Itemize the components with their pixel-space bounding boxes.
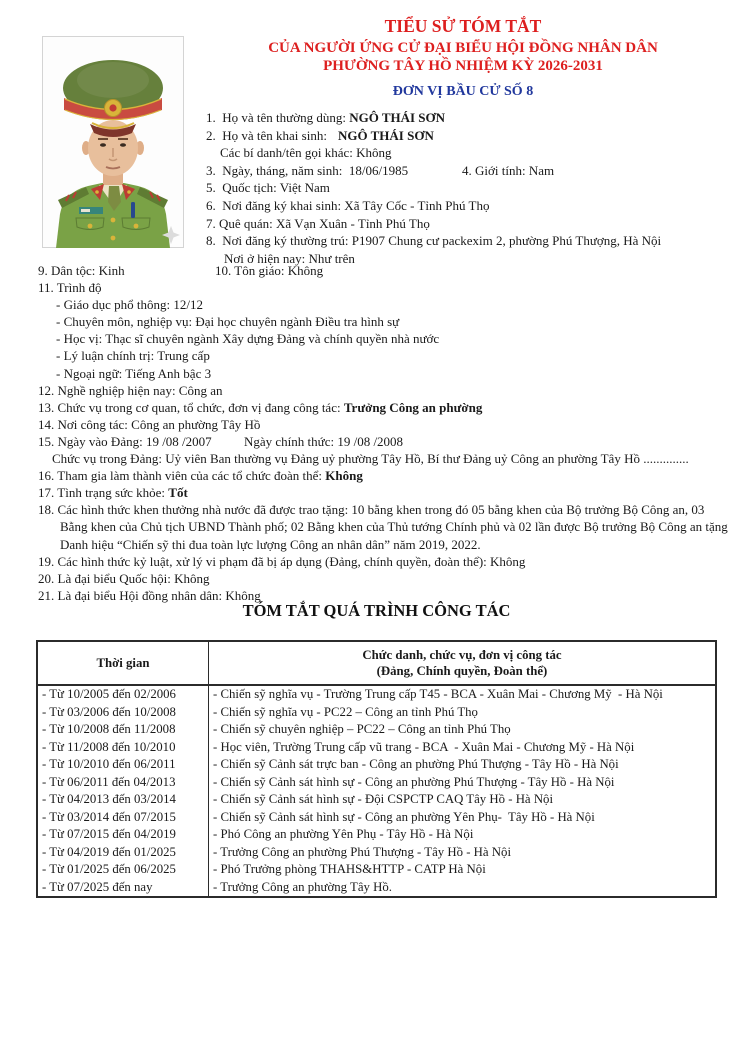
field-birth-name-value: NGÔ THÁI SƠN	[338, 127, 434, 143]
field-common-name-label: 1. Họ và tên thường dùng:	[206, 110, 350, 125]
field-party-official-date: Ngày chính thức: 19 /08 /2008	[244, 433, 404, 449]
field-birth-date: 3. Ngày, tháng, năm sinh: 18/06/1985	[206, 162, 409, 178]
field-gender: 4. Giới tính: Nam	[462, 162, 555, 178]
field-religion: 10. Tôn giáo: Không	[215, 263, 324, 278]
table-row	[37, 791, 716, 809]
field-birth-name-label: 2. Họ và tên khai sinh:	[206, 127, 327, 143]
field-union-membership-value: Không	[325, 468, 363, 484]
field-party-dates	[38, 433, 732, 450]
field-nationality: 5. Quốc tịch: Việt Nam	[206, 180, 330, 196]
field-union-membership	[38, 467, 732, 484]
cell-role: - Chiến sỹ Cảnh sát hình sự - Đội CSPCTP CAQ Tây Hồ - Hà Nội	[209, 791, 717, 809]
field-political-theory: - Lý luận chính trị: Trung cấp	[56, 348, 210, 364]
table-row	[37, 685, 716, 704]
field-people-council-member: 21. Là đại biểu Hội đồng nhân dân: Không	[38, 587, 261, 603]
field-party-join-date: 15. Ngày vào Đảng: 19 /08 /2007	[38, 433, 212, 449]
field-awards: 18. Các hình thức khen thưởng nhà nước đã được trao tặng: 10 bằng khen trong đó 05 bằng khen của Bộ trưởng Bộ Công an, 03 Bằng khen của Chủ tịch UBND Thành phố; 02 Bằng khen của Thủ tướng Chính phủ và 02 lần được Bộ trưởng Bộ Công an tặng Danh hiệu “Chiến sỹ thi đua toàn lực lượng Công an nhân dân” năm 2019, 2022.	[38, 502, 731, 552]
cell-time: - Từ 07/2025 đến nay	[42, 879, 153, 894]
field-general-education: - Giáo dục phổ thông: 12/12	[56, 297, 203, 313]
cell-role: - Trưởng Công an phường Tây Hồ.	[209, 879, 717, 898]
candidate-photo	[42, 36, 184, 248]
cell-time: - Từ 04/2013 đến 03/2014	[42, 792, 176, 806]
cell-time: - Từ 11/2008 đến 10/2010	[42, 739, 176, 754]
cell-time: - Từ 10/2005 đến 02/2006	[42, 687, 176, 701]
cell-time: - Từ 10/2010 đến 06/2011	[42, 757, 176, 771]
table-row	[37, 704, 716, 722]
cell-role: - Học viên, Trường Trung cấp vũ trang - BCA - Xuân Mai - Chương Mỹ - Hà Nội	[209, 739, 717, 757]
table-row	[37, 826, 716, 844]
column-header-time: Thời gian	[37, 641, 209, 685]
table-header-row	[37, 641, 716, 685]
field-disciplinary-actions: 19. Các hình thức kỷ luật, xử lý vi phạm đã bị áp dụng (Đảng, chính quyền, đoàn thể): Không	[38, 553, 526, 569]
table-row	[37, 721, 716, 739]
column-header-role-line2: (Đảng, Chính quyền, Đoàn thể)	[376, 664, 548, 678]
cell-role: - Chiến sỹ nghĩa vụ - PC22 – Công an tỉnh Phú Thọ	[209, 704, 717, 722]
cell-role: - Trưởng Công an phường Phú Thượng - Tây Hồ - Hà Nội	[209, 844, 717, 862]
cell-role: - Chiến sỹ nghĩa vụ - Trường Trung cấp T45 - BCA - Xuân Mai - Chương Mỹ - Hà Nội	[209, 685, 717, 704]
personal-info-full-width	[38, 262, 732, 604]
field-current-occupation: 12. Nghề nghiệp hiện nay: Công an	[38, 382, 223, 398]
column-header-role-line1: Chức danh, chức vụ, đơn vị công tác	[362, 648, 562, 662]
cell-time: - Từ 01/2025 đến 06/2025	[42, 862, 176, 876]
column-header-role	[209, 641, 717, 685]
field-common-name	[206, 109, 738, 127]
table-row	[37, 844, 716, 862]
field-ethnicity: 9. Dân tộc: Kinh	[38, 263, 125, 278]
field-hometown: 7. Quê quán: Xã Vạn Xuân - Tỉnh Phú Thọ	[206, 215, 430, 231]
cell-time: - Từ 10/2008 đến 11/2008	[42, 722, 176, 736]
field-current-residence: Nơi ở hiện nay: Như trên	[224, 250, 355, 266]
cell-time: - Từ 07/2015 đến 04/2019	[42, 827, 176, 841]
cell-role: - Phó Công an phường Yên Phụ - Tây Hồ - Hà Nội	[209, 826, 717, 844]
title-line-3: PHƯỜNG TÂY HỒ NHIỆM KỲ 2026-2031	[323, 58, 603, 74]
cell-role: - Chiến sỹ Cảnh sát hình sự - Công an phường Phú Thượng - Tây Hồ - Hà Nội	[209, 774, 717, 792]
field-foreign-language: - Ngoại ngữ: Tiếng Anh bậc 3	[56, 365, 212, 381]
field-permanent-residence: 8. Nơi đăng ký thường trú: P1907 Chung cư packexim 2, phường Phú Thượng, Hà Nội	[206, 233, 662, 249]
cell-role: - Phó Trưởng phòng THAHS&HTTP - CATP Hà Nội	[209, 861, 717, 879]
field-birth-registration-place: 6. Nơi đăng ký khai sinh: Xã Tây Cốc - Tỉnh Phú Thọ	[206, 197, 490, 213]
field-birth-date-gender	[206, 162, 738, 180]
cell-role: - Chiến sỹ Cảnh sát trực ban - Công an phường Phú Thượng - Tây Hồ - Hà Nội	[209, 756, 717, 774]
table-row	[37, 756, 716, 774]
field-workplace: 14. Nơi công tác: Công an phường Tây Hồ	[38, 416, 261, 432]
cell-time: - Từ 03/2014 đến 07/2015	[42, 809, 176, 824]
cell-time: - Từ 03/2006 đến 10/2008	[42, 704, 176, 719]
table-row	[37, 739, 716, 757]
table-row	[37, 809, 716, 827]
field-party-position: Chức vụ trong Đảng: Uỷ viên Ban thường vụ Đảng uỷ phường Tây Hồ, Bí thư Đảng uỷ Công an phường Tây Hồ ..............	[52, 451, 689, 467]
cell-role: - Chiến sỹ Cảnh sát hình sự - Công an phường Yên Phụ- Tây Hồ - Hà Nội	[209, 809, 717, 827]
field-health-status-value: Tốt	[168, 485, 188, 501]
cell-time: - Từ 06/2011 đến 04/2013	[42, 774, 176, 789]
field-health-status	[38, 484, 732, 501]
title-line-1: TIỂU SỬ TÓM TẮT	[384, 16, 542, 36]
title-line-2: CỦA NGƯỜI ỨNG CỬ ĐẠI BIỂU HỘI ĐỒNG NHÂN DÂN	[268, 40, 658, 56]
field-current-position	[38, 399, 732, 416]
field-alias: Các bí danh/tên gọi khác: Không	[220, 145, 392, 161]
election-unit-line: ĐƠN VỊ BẦU CỬ SỐ 8	[392, 84, 534, 99]
field-health-status-label: 17. Tình trạng sức khỏe:	[38, 485, 169, 501]
portrait-police-officer-illustration	[42, 36, 184, 248]
work-history-table	[36, 640, 717, 898]
field-national-assembly-member: 20. Là đại biểu Quốc hội: Không	[38, 570, 210, 586]
table-row	[37, 879, 716, 898]
field-academic-degree: - Học vị: Thạc sĩ chuyên ngành Xây dựng Đảng và chính quyền nhà nước	[56, 331, 440, 347]
document-header	[190, 16, 736, 100]
field-current-position-value: Trưởng Công an phường	[343, 399, 483, 415]
field-professional-education: - Chuyên môn, nghiệp vụ: Đại học chuyên ngành Điều tra hình sự	[56, 314, 400, 330]
cell-time: - Từ 04/2019 đến 01/2025	[42, 844, 176, 859]
work-history-title: TÓM TẮT QUÁ TRÌNH CÔNG TÁC	[242, 601, 511, 620]
field-common-name-value: NGÔ THÁI SƠN	[349, 110, 446, 125]
field-current-position-label: 13. Chức vụ trong cơ quan, tổ chức, đơn vị đang công tác:	[38, 399, 344, 415]
personal-info-right-column	[206, 109, 738, 267]
cell-role: - Chiến sỹ chuyên nghiệp – PC22 – Công an tỉnh Phú Thọ	[209, 721, 717, 739]
field-birth-name	[206, 127, 738, 145]
table-row	[37, 774, 716, 792]
table-row	[37, 861, 716, 879]
field-union-membership-label: 16. Tham gia làm thành viên của các tổ chức đoàn thể:	[38, 468, 326, 484]
field-education-heading: 11. Trình độ	[38, 280, 102, 296]
field-ethnicity-religion	[38, 262, 732, 279]
